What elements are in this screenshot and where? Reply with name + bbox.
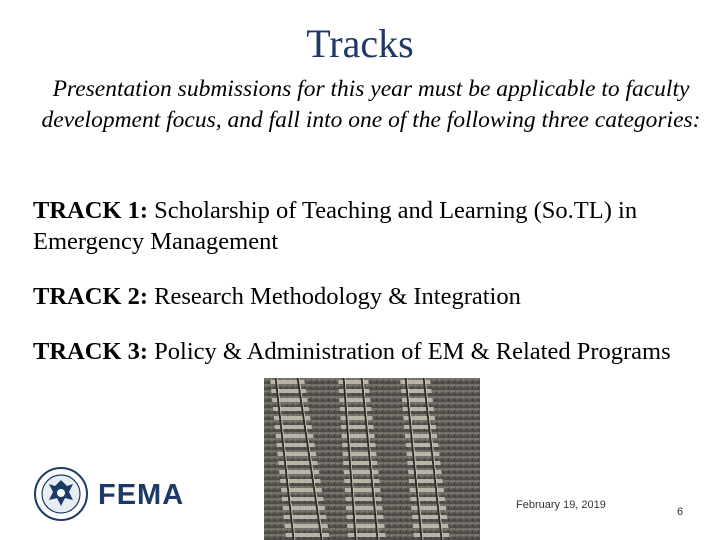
track-2-text: Research Methodology & Integration — [154, 283, 521, 310]
track-3 — [33, 336, 703, 367]
slide-title: Tracks — [306, 21, 414, 66]
track-2-label: TRACK 2: — [33, 283, 149, 310]
dhs-seal-icon — [33, 466, 93, 522]
intro-text: Presentation submissions for this year must be applicable to faculty development focus, and fall into one of the following three categories: — [41, 76, 701, 133]
footer-date: February 19, 2019 — [516, 499, 606, 511]
fema-logo-text: FEMA — [98, 479, 185, 511]
page-number: 6 — [677, 506, 684, 518]
railroad-tracks-photo — [264, 378, 480, 540]
track-1-text: Scholarship of Teaching and Learning (So.TL) in Emergency Management — [33, 197, 638, 255]
track-3-label: TRACK 3: — [33, 338, 149, 365]
track-3-text: Policy & Administration of EM & Related Programs — [154, 338, 671, 365]
track-2 — [33, 281, 703, 312]
track-1 — [33, 195, 703, 257]
track-1-label: TRACK 1: — [33, 197, 149, 224]
